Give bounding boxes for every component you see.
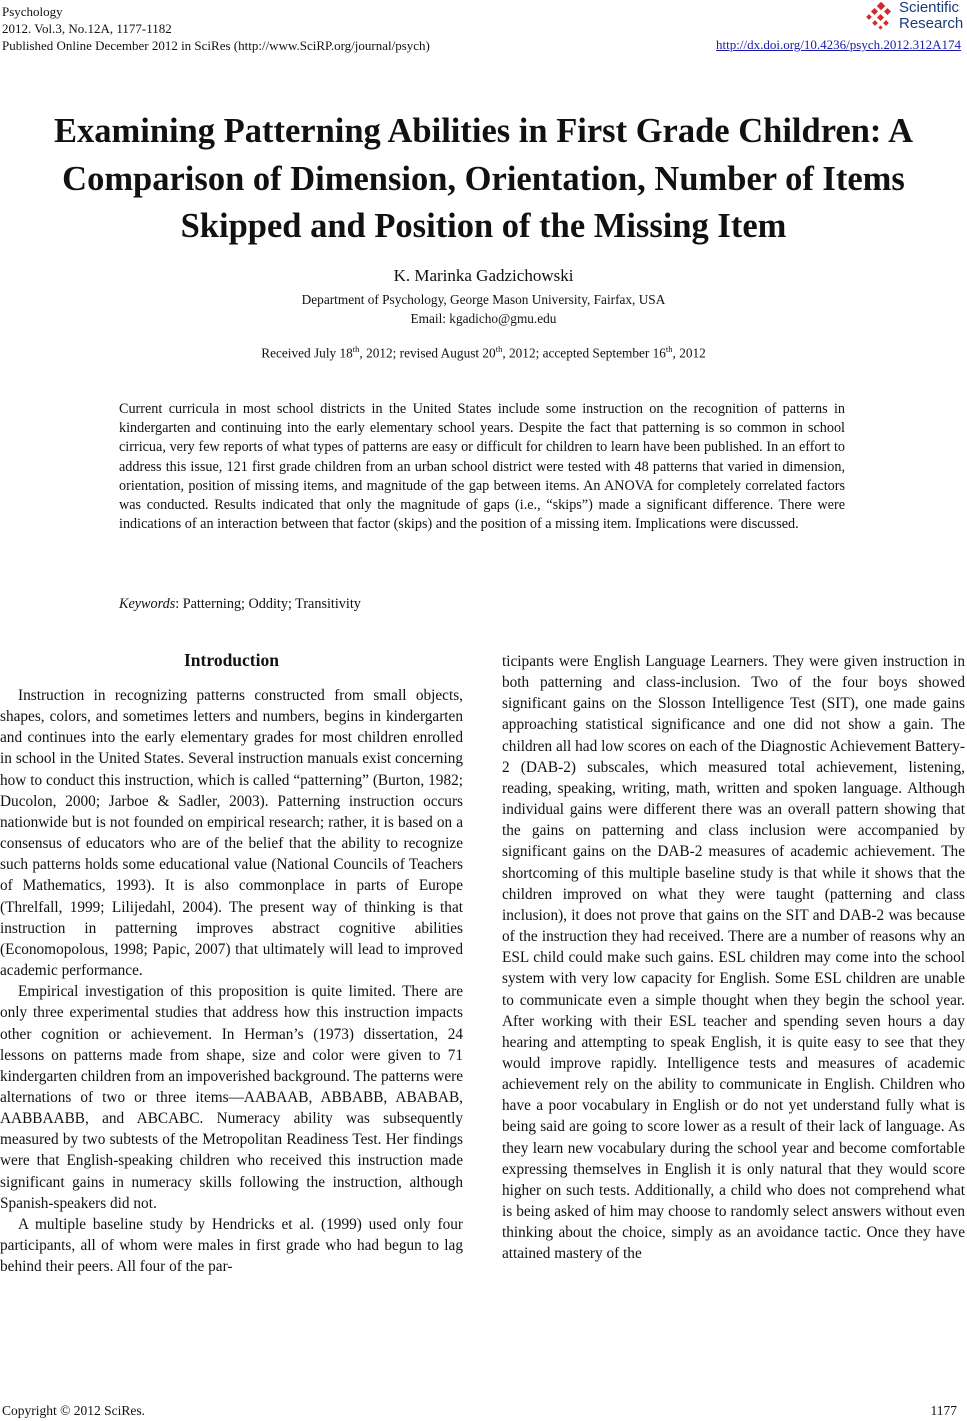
paper-title: Examining Patterning Abilities in First Grade Children: A Comparison of Dimension, Orientation, Number of Items Skipped and Position of the Missing Item (53, 112, 914, 245)
logo-wordmark: Scientific Research (899, 0, 964, 32)
copyright: Copyright © 2012 SciRes. (2, 1403, 146, 1418)
running-header (2, 3, 430, 54)
publisher-logo (865, 0, 964, 34)
author-affiliation (0, 290, 967, 328)
keywords-label: Keywords (119, 596, 176, 612)
abstract: Current curricula in most school districts in the United States include some instruction on the recognition of patterns in kindergarten and continuing into the early elementary school years. Despite the fact that patterning is so common in school cirricua, very few reports of what types of patterns are easy or difficult for children to learn have been published. In an effort to address this issue, 121 first grade children from an urban school district were tested with 48 patterns that varied in dimension, orientation, position of missing items, and magnitude of the gap between items. An ANOVA for completely correlated factors was conducted. Results indicated that only the magnitude of gaps (i.e., “skips”) made a significant difference. There were indications of an interaction between that factor (skips) and the position of a missing item. Implications were discussed. (119, 401, 845, 533)
page-number: 1177 (930, 1403, 957, 1418)
paragraph: ticipants were English Language Learners. They were given instruction in both patterning and class-inclusion. Two of the four boys showed significant gains on the Slosson Intelligence Test (SIT), one made gains approaching statistical significance and one did not show a gain. The children all had low scores on each of the Diagnostic Achievement Battery-2 (DAB-2) subscales, which measured total achievement, listening, reading, speaking, writing, math, written and spoken language. Although individual gains were different there was an overall pattern showing that the gains on patterning and class inclusion were accompanied by significant gains on the DAB-2 measures of academic achievement. The shortcoming of this multiple baseline study is that while it shows that the children improved on what they were taught (patterning and class inclusion), it does not prove that gains on the SIT and DAB-2 was because of the instruction they had received. There are a number of reasons why an ESL child could make such gains. ESL children may come into the school system with very low capacity for English. Some ESL children are unable to communicate even a simple thought when they begin the school year. After working with their ESL teacher and spending seven hours a day hearing and attempting to speak English, it is quite easy to see that they would improve rapidly. Intelligence tests and measures of academic achievement rely on the ability to communicate in English. Children who have a poor vocabulary in English or do not yet understand fully what is being said are going to score lower as a result of their lack of language. As they learn new vocabulary during the school year and become comfortable expressing themselves in English it is only natural that they would score higher on such tests. Additionally, a child who does not comprehend what is being asked of him may choose to randomly select answers without even thinking about the choice, simply as an avoidance tactic. Once they have attained mastery of the (502, 653, 965, 1263)
paragraph: A multiple baseline study by Hendricks et al. (1999) used only four participants, all of whom were males in first grade who had begun to lag behind their peers. All four of the par- (0, 1215, 463, 1276)
doi-link[interactable]: http://dx.doi.org/10.4236/psych.2012.312A174 (716, 37, 961, 52)
journal-name: Psychology (2, 4, 63, 19)
author-email[interactable]: Email: kgadicho@gmu.edu (410, 311, 557, 326)
paragraph: Instruction in recognizing patterns constructed from small objects, shapes, colors, and sometimes letters and numbers, begins in kindergarten and continues into the early elementary grades for most children enrolled in school in the United States. Several instruction manuals exist concerning how to conduct this instruction, which is called “patterning” (Burton, 1982; Ducolon, 2000; Jarboe & Sadler, 2003). Patterning instruction occurs nationwide but is not founded on empirical research; rather, it is based on a consensus of educators who are of the belief that the ability to recognize such patterns holds some educational value (National Councils of Teachers of Mathematics, 1993). It is also commonplace in parts of Europe (Threlfall, 1999; Lilijedahl, 2004). The present way of thinking is that instruction in patterning improves abstract cognitive abilities (Economopolous, 1998; Papic, 2007) that ultimately will lead to improved academic performance. (0, 687, 463, 980)
paragraph: Empirical investigation of this proposition is quite limited. There are only three experimental studies that address how this instruction impacts other cognition or achievement. In Herman’s (1973) dissertation, 24 lessons on patterns made from shape, size and color were given to 71 kindergarten children from an impoverished background. The patterns were alternations of two or three items—AABAAB, ABBABB, ABABAB, AABBAABB, and ABCABC. Numeracy ability was subsequently measured by two subtests of the Metropolitan Readiness Test. Her findings were that English-speaking children who received this instruction made significant gains in numeracy skills following the instruction, although Spanish-speakers did not. (0, 983, 463, 1212)
publication-info: Published Online December 2012 in SciRes (http://www.SciRP.org/journal/psych) (2, 38, 430, 53)
keywords (119, 596, 361, 613)
volume-info: 2012. Vol.3, No.12A, 1177-1182 (2, 21, 172, 36)
right-column (502, 651, 965, 1265)
section-heading-introduction: Introduction (184, 650, 279, 670)
diamond-cluster-icon (865, 2, 897, 32)
left-column (0, 649, 463, 1277)
affiliation-line: Department of Psychology, George Mason University, Fairfax, USA (301, 292, 666, 307)
received-dates: Received July 18th, 2012; revised August 20th, 2012; accepted September 16th, 2012 (261, 344, 706, 361)
author-name: K. Marinka Gadzichowski (393, 266, 574, 285)
keywords-list: : Patterning; Oddity; Transitivity (175, 596, 361, 612)
